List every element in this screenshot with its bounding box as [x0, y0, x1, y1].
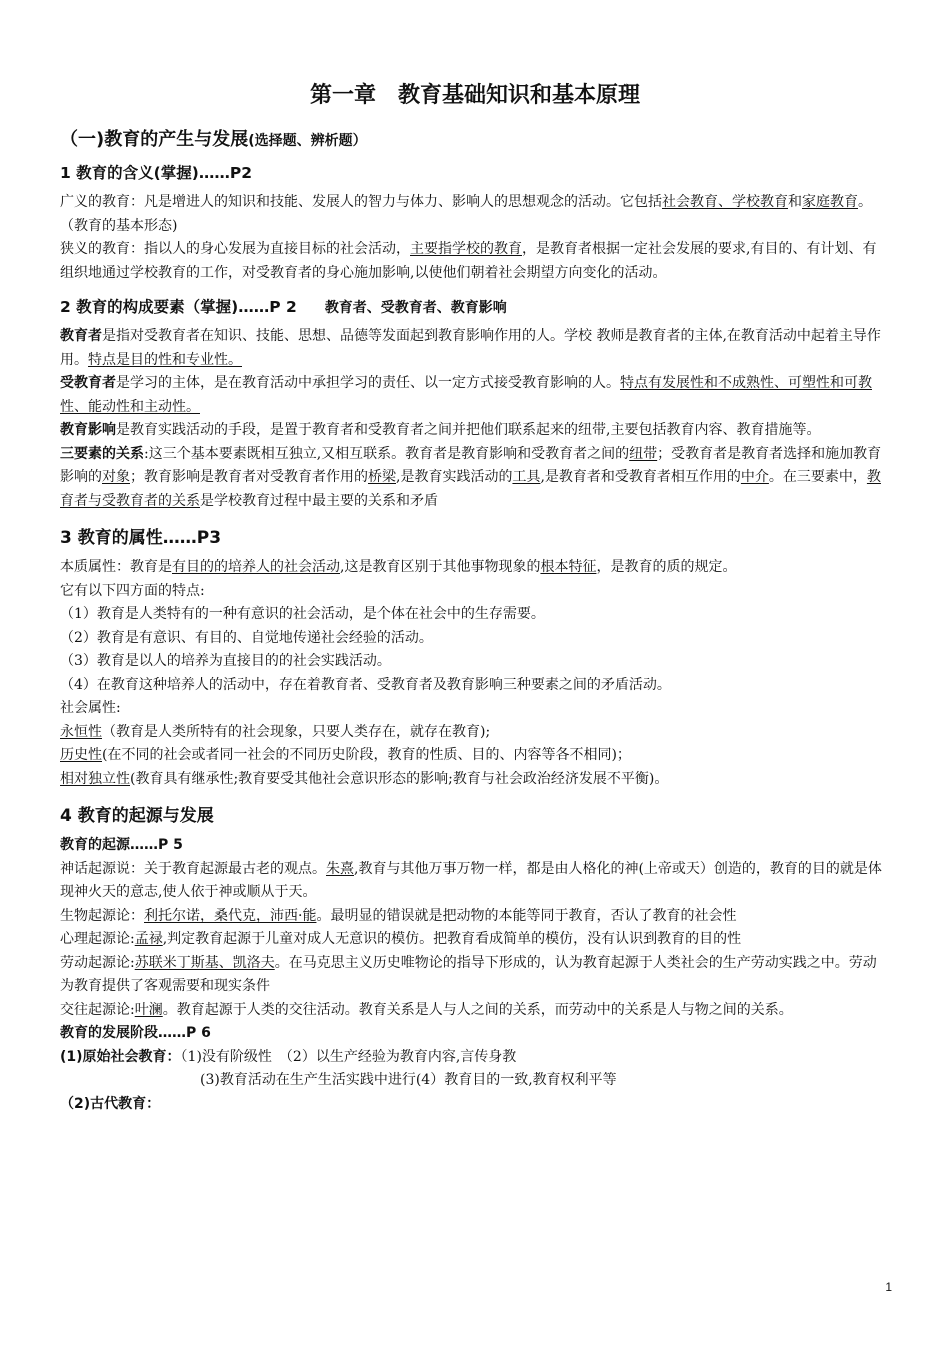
list-item: 历史性(在不同的社会或者同一社会的不同历史阶段，教育的性质、目的、内容等各不相同)； — [60, 747, 631, 763]
paragraph: 劳动起源论:苏联米丁斯基、凯洛夫。在马克思主义历史唯物论的指导下形成的，认为教育起源于人类社会的生产劳动实践之中。劳动为教育提供了客观需要和现实条件 — [60, 954, 877, 994]
subsection-heading-3: 3 教育的属性……P3 — [60, 528, 222, 548]
paragraph: 受教育者是学习的主体，是在教育活动中承担学习的责任、以一定方式接受教育影响的人。特点有发展性和不成熟性、可塑性和可教性、能动性和主动性。 — [60, 375, 872, 415]
paragraph: 社会属性: — [60, 700, 121, 716]
paragraph: 狭义的教育：指以人的身心发展为直接目标的社会活动，主要指学校的教育，是教育者根据一定社会发展的要求,有目的、有计划、有组织地通过学校教育的工作，对受教育者的身心施加影响,以使他们朝着社会期望方向变化的活动。 — [60, 241, 877, 281]
minor-heading: 教育的起源……P 5 — [60, 837, 183, 853]
paragraph: 它有以下四方面的特点: — [60, 582, 205, 599]
paragraph: 本质属性：教育是有目的的培养人的社会活动,这是教育区别于其他事物现象的根本特征，是教育的质的规定。 — [60, 559, 737, 575]
paragraph: 教育者是指对受教育者在知识、技能、思想、品德等发面起到教育影响作用的人。学校 教师是教育者的主体,在教育活动中起着主导作用。特点是目的性和专业性。 — [60, 328, 881, 368]
chapter-title: 第一章 教育基础知识和基本原理 — [309, 83, 640, 108]
paragraph: 交往起源论:叶澜。教育起源于人类的交往活动。教育关系是人与人之间的关系，而劳动中的关系是人与物之间的关系。 — [60, 1001, 793, 1018]
list-item: （1）教育是人类特有的一种有意识的社会活动，是个体在社会中的生存需要。 — [60, 606, 545, 622]
minor-heading: 教育的发展阶段……P 6 — [60, 1025, 211, 1041]
paragraph: (1)原始社会教育：（1)没有阶级性 （2）以生产经验为教育内容,言传身教 — [60, 1048, 517, 1065]
subsection-heading-2: 2 教育的构成要素（掌握)……P 2 教育者、受教育者、教育影响 — [60, 298, 507, 316]
section-heading: （一)教育的产生与发展(选择题、辨析题） — [60, 129, 367, 150]
list-item: 永恒性（教育是人类所特有的社会现象，只要人类存在，就存在教育); — [60, 723, 491, 740]
paragraph: 三要素的关系:这三个基本要素既相互独立,又相互联系。教育者是教育影响和受教育者之间的纽带；受教育者是教育者选择和施加教育影响的对象；教育影响是教育者对受教育者作用的桥梁,是教育实践活动的工具,是教育者和受教育者相互作用的中介。在三要素中，教育者与受教育者的关系是学校教育过程中最主要的关系和矛盾 — [60, 445, 882, 509]
document-page — [60, 78, 890, 1116]
subsection-heading-4: 4 教育的起源与发展 — [60, 806, 214, 826]
subsection-heading-1: 1 教育的含义(掌握)……P2 — [60, 164, 252, 182]
paragraph: 神话起源说：关于教育起源最古老的观点。朱熹,教育与其他万事万物一样，都是由人格化的神(上帝或天）创造的，教育的目的就是体现神火天的意志,使人依于神或顺从于天。 — [60, 860, 882, 900]
list-item: （4）在教育这种培养人的活动中，存在着教育者、受教育者及教育影响三种要素之间的矛盾活动。 — [60, 676, 671, 693]
paragraph: 教育影响是教育实践活动的手段，是置于教育者和受教育者之间并把他们联系起来的纽带,主要包括教育内容、教育措施等。 — [60, 422, 821, 438]
paragraph: 广义的教育：凡是增进人的知识和技能、发展人的智力与体力、影响人的思想观念的活动。它包括社会教育、学校教育和家庭教育。（教育的基本形态) — [60, 194, 872, 234]
paragraph: 心理起源论:孟禄,判定教育起源于儿童对成人无意识的模仿。把教育看成简单的模仿，没有认识到教育的目的性 — [60, 931, 742, 947]
paragraph: （2)古代教育： — [60, 1095, 161, 1112]
list-item: （2）教育是有意识、有目的、自觉地传递社会经验的活动。 — [60, 629, 433, 646]
paragraph: (3)教育活动在生产生活实践中进行(4）教育目的一致,教育权利平等 — [200, 1072, 617, 1088]
paragraph: 生物起源论：利托尔诺，桑代克，沛西·能。最明显的错误就是把动物的本能等同于教育，否认了教育的社会性 — [60, 907, 737, 924]
page-number: 1 — [885, 1280, 892, 1294]
list-item: 相对独立性(教育具有继承性;教育要受其他社会意识形态的影响;教育与社会政治经济发展不平衡)。 — [60, 770, 669, 787]
list-item: （3）教育是以人的培养为直接目的的社会实践活动。 — [60, 653, 391, 669]
